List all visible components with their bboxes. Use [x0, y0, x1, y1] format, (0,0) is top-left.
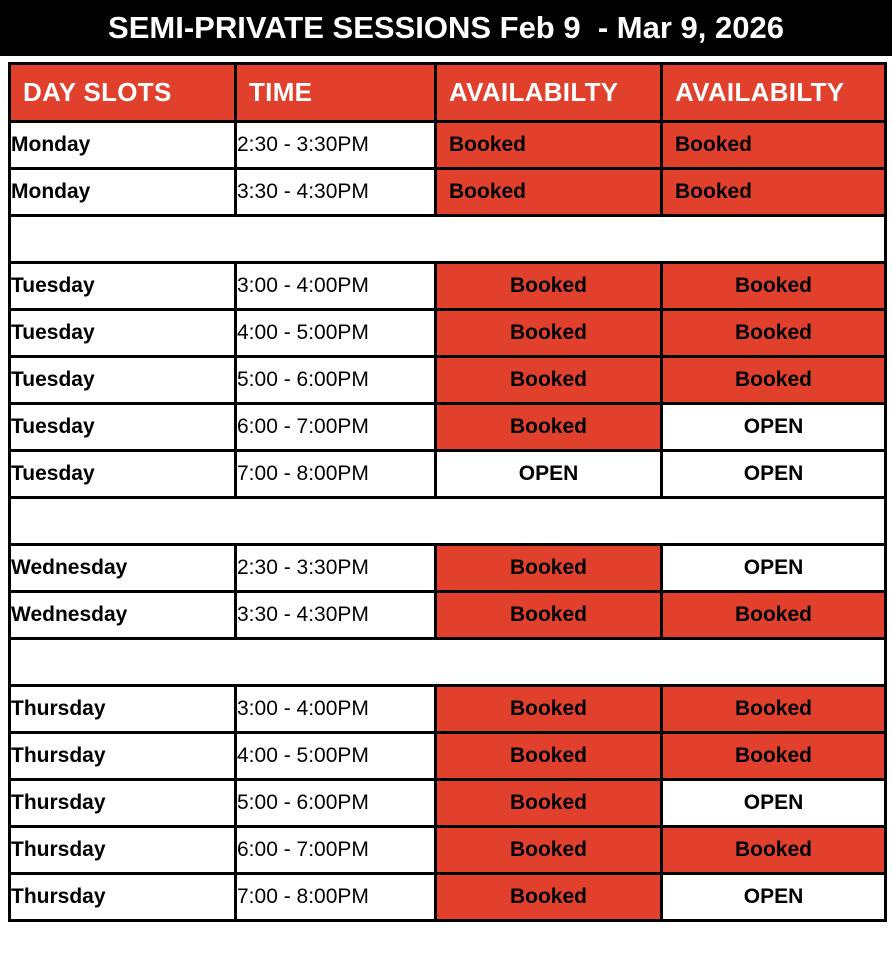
table-row — [10, 263, 886, 310]
availability-cell-booked[interactable]: Booked — [662, 122, 886, 169]
day-cell: Thursday — [10, 874, 236, 921]
availability-cell-booked[interactable]: Booked — [662, 169, 886, 216]
table-row — [10, 357, 886, 404]
time-cell: 6:00 - 7:00PM — [236, 827, 436, 874]
day-cell: Tuesday — [10, 357, 236, 404]
table-row — [10, 169, 886, 216]
page-title: SEMI-PRIVATE SESSIONS Feb 9 - Mar 9, 2026 — [0, 0, 892, 56]
time-cell: 3:00 - 4:00PM — [236, 263, 436, 310]
table-row — [10, 827, 886, 874]
availability-cell-booked[interactable]: Booked — [436, 169, 662, 216]
availability-cell-booked[interactable]: Booked — [436, 545, 662, 592]
day-cell: Tuesday — [10, 310, 236, 357]
table-row — [10, 122, 886, 169]
availability-cell-booked[interactable]: Booked — [662, 733, 886, 780]
availability-cell-booked[interactable]: Booked — [662, 827, 886, 874]
availability-cell-booked[interactable]: Booked — [436, 827, 662, 874]
availability-cell-open[interactable]: OPEN — [662, 545, 886, 592]
time-cell: 4:00 - 5:00PM — [236, 733, 436, 780]
day-cell: Tuesday — [10, 451, 236, 498]
group-spacer-cell — [10, 639, 886, 686]
time-cell: 7:00 - 8:00PM — [236, 451, 436, 498]
time-cell: 4:00 - 5:00PM — [236, 310, 436, 357]
time-cell: 6:00 - 7:00PM — [236, 404, 436, 451]
table-row — [10, 310, 886, 357]
availability-cell-booked[interactable]: Booked — [662, 310, 886, 357]
availability-cell-booked[interactable]: Booked — [662, 592, 886, 639]
availability-cell-booked[interactable]: Booked — [436, 263, 662, 310]
table-row — [10, 874, 886, 921]
group-spacer-row — [10, 216, 886, 263]
day-cell: Thursday — [10, 733, 236, 780]
time-cell: 3:30 - 4:30PM — [236, 592, 436, 639]
table-row — [10, 545, 886, 592]
day-cell: Thursday — [10, 780, 236, 827]
day-cell: Tuesday — [10, 404, 236, 451]
time-cell: 3:00 - 4:00PM — [236, 686, 436, 733]
time-cell: 2:30 - 3:30PM — [236, 545, 436, 592]
table-row — [10, 686, 886, 733]
group-spacer-cell — [10, 216, 886, 263]
day-cell: Wednesday — [10, 592, 236, 639]
availability-cell-booked[interactable]: Booked — [662, 686, 886, 733]
availability-cell-booked[interactable]: Booked — [436, 357, 662, 404]
group-spacer-row — [10, 639, 886, 686]
time-cell: 2:30 - 3:30PM — [236, 122, 436, 169]
availability-cell-open[interactable]: OPEN — [436, 451, 662, 498]
column-header: DAY SLOTS — [10, 64, 236, 122]
time-cell: 5:00 - 6:00PM — [236, 357, 436, 404]
availability-cell-open[interactable]: OPEN — [662, 874, 886, 921]
column-header: TIME — [236, 64, 436, 122]
day-cell: Thursday — [10, 686, 236, 733]
table-row — [10, 592, 886, 639]
day-cell: Wednesday — [10, 545, 236, 592]
time-cell: 5:00 - 6:00PM — [236, 780, 436, 827]
availability-cell-booked[interactable]: Booked — [436, 592, 662, 639]
availability-cell-booked[interactable]: Booked — [436, 733, 662, 780]
table-row — [10, 733, 886, 780]
availability-cell-open[interactable]: OPEN — [662, 451, 886, 498]
group-spacer-row — [10, 498, 886, 545]
day-cell: Thursday — [10, 827, 236, 874]
table-header-row — [10, 64, 886, 122]
availability-cell-booked[interactable]: Booked — [436, 686, 662, 733]
day-cell: Tuesday — [10, 263, 236, 310]
availability-cell-booked[interactable]: Booked — [436, 780, 662, 827]
table-row — [10, 451, 886, 498]
column-header: AVAILABILTY — [662, 64, 886, 122]
day-cell: Monday — [10, 122, 236, 169]
availability-cell-booked[interactable]: Booked — [436, 404, 662, 451]
time-cell: 7:00 - 8:00PM — [236, 874, 436, 921]
availability-cell-booked[interactable]: Booked — [436, 310, 662, 357]
column-header: AVAILABILTY — [436, 64, 662, 122]
time-cell: 3:30 - 4:30PM — [236, 169, 436, 216]
availability-cell-booked[interactable]: Booked — [436, 122, 662, 169]
availability-cell-open[interactable]: OPEN — [662, 404, 886, 451]
availability-cell-booked[interactable]: Booked — [436, 874, 662, 921]
group-spacer-cell — [10, 498, 886, 545]
day-cell: Monday — [10, 169, 236, 216]
availability-table — [8, 62, 887, 922]
availability-cell-booked[interactable]: Booked — [662, 357, 886, 404]
availability-cell-open[interactable]: OPEN — [662, 780, 886, 827]
table-row — [10, 780, 886, 827]
table-row — [10, 404, 886, 451]
availability-cell-booked[interactable]: Booked — [662, 263, 886, 310]
